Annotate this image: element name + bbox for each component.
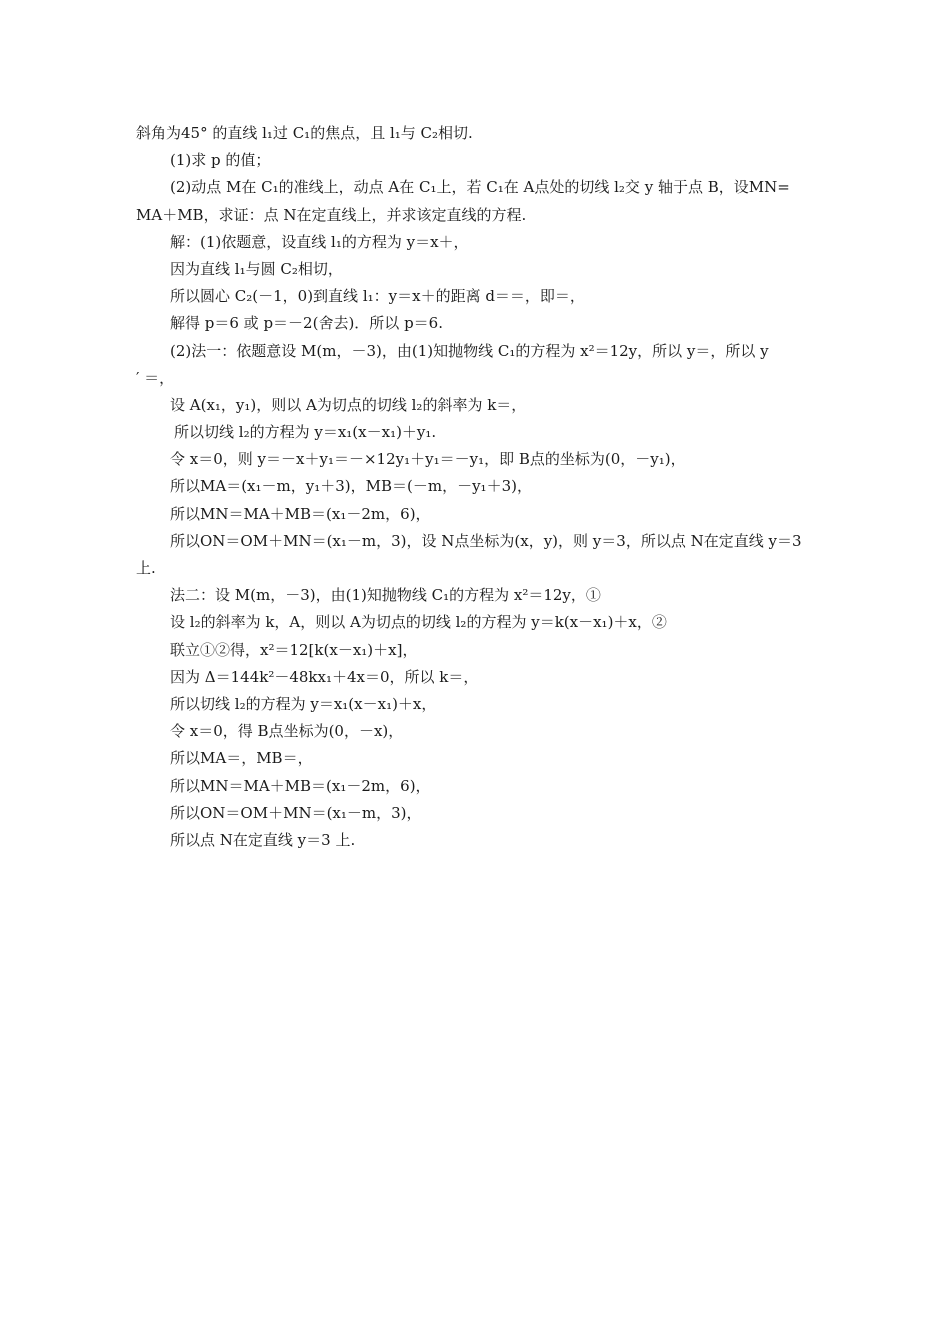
- text-line: 所以MN＝MA＋MB＝(x₁－2m，6)，: [170, 776, 431, 795]
- text-line: 所以ON＝OM＋MN＝(x₁－m，3)，设 N点坐标为(x，y)，则 y＝3，所以点 N在定直线 y＝3: [170, 531, 802, 550]
- text-line: 设 A(x₁，y₁)，则以 A为切点的切线 l₂的斜率为 k＝，: [170, 395, 527, 414]
- text-line: (1)求 p 的值；: [170, 151, 271, 170]
- text-line: 法二：设 M(m，－3)，由(1)知抛物线 C₁的方程为 x²＝12y，①: [170, 586, 601, 605]
- text-line: (2)动点 M在 C₁的准线上，动点 A在 C₁上，若 C₁在 A点处的切线 l₂交 y 轴于点 B，设MN=: [170, 178, 790, 197]
- text-line: 联立①②得，x²＝12[k(x－x₁)＋x]，: [170, 640, 418, 659]
- text-line: 解得 p＝6 或 p＝－2(舍去)．所以 p＝6.: [170, 314, 443, 333]
- text-line: 因为 Δ＝144k²－48kx₁＋4x＝0，所以 k＝，: [170, 667, 479, 686]
- text-line: 所以MA＝，MB＝，: [170, 749, 313, 768]
- text-line: 设 l₂的斜率为 k，A，则以 A为切点的切线 l₂的方程为 y＝k(x－x₁)＋x，②: [170, 613, 667, 632]
- text-line: 所以圆心 C₂(－1，0)到直线 l₁：y＝x＋的距离 d＝＝，即＝，: [170, 287, 585, 306]
- text-line: 所以切线 l₂的方程为 y＝x₁(x－x₁)＋y₁.: [174, 423, 437, 442]
- text-line: 令 x＝0，得 B点坐标为(0，－x)，: [170, 722, 404, 741]
- text-line: 令 x＝0，则 y＝－x＋y₁＝－×12y₁＋y₁＝－y₁，即 B点的坐标为(0，－y₁)，: [170, 450, 686, 469]
- text-line: MA＋MB，求证：点 N在定直线上，并求该定直线的方程.: [136, 205, 527, 224]
- document-body: [136, 120, 816, 854]
- text-line: 因为直线 l₁与圆 C₂相切，: [170, 259, 343, 278]
- text-line: ′ ＝，: [136, 368, 175, 387]
- text-line: (2)法一：依题意设 M(m，－3)，由(1)知抛物线 C₁的方程为 x²＝12y，所以 y＝，所以 y: [170, 341, 769, 360]
- text-line: 所以点 N在定直线 y＝3 上.: [170, 830, 356, 849]
- text-line: 所以ON＝OM＋MN＝(x₁－m，3)，: [170, 803, 422, 822]
- text-line: 所以切线 l₂的方程为 y＝x₁(x－x₁)＋x，: [170, 694, 437, 713]
- text-line: 所以MA＝(x₁－m，y₁＋3)，MB＝(－m，－y₁＋3)，: [170, 477, 532, 496]
- text-line: 所以MN＝MA＋MB＝(x₁－2m，6)，: [170, 504, 431, 523]
- text-line: 解：(1)依题意，设直线 l₁的方程为 y＝x＋，: [170, 232, 469, 251]
- text-line: 上.: [136, 559, 156, 577]
- text-line: 斜角为45° 的直线 l₁过 C₁的焦点，且 l₁与 C₂相切.: [136, 124, 473, 142]
